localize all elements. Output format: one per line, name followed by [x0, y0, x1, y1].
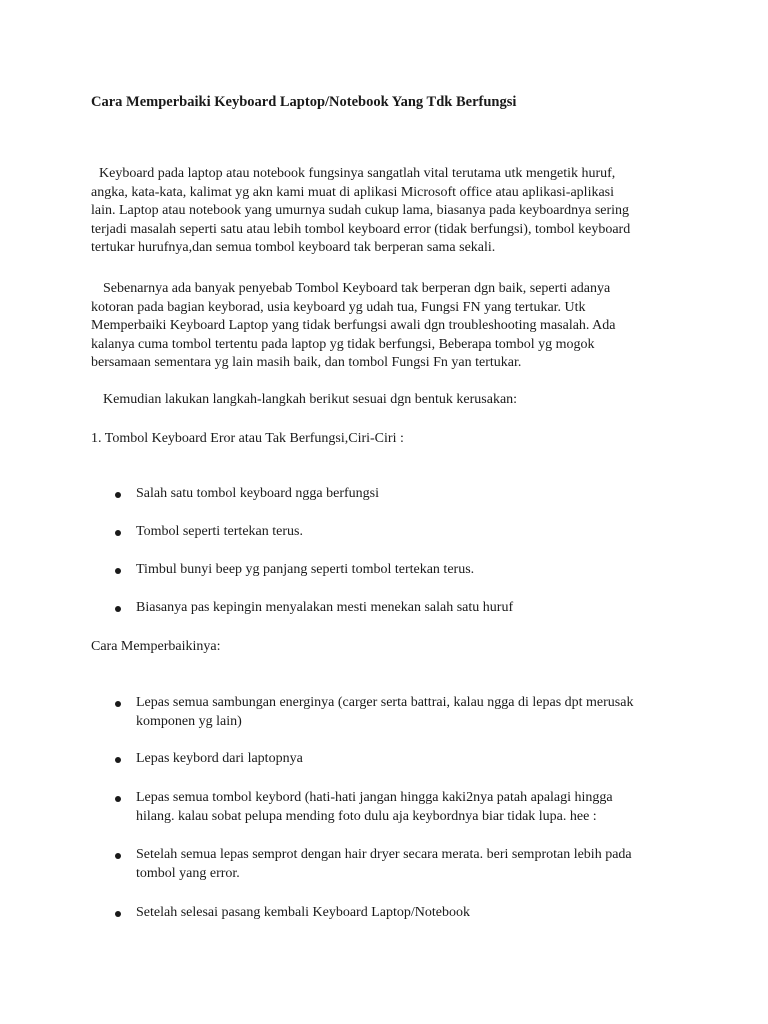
bullet-icon	[115, 568, 121, 574]
bullet-icon	[115, 853, 121, 859]
bullet-icon	[115, 530, 121, 536]
text-line: lain. Laptop atau notebook yang umurnya sudah cukup lama, biasanya pada keyboardnya sering	[91, 203, 630, 219]
list-item-text: Biasanya pas kepingin menyalakan mesti menekan salah satu huruf	[136, 600, 514, 615]
text-line: kalanya cuma tombol tertentu pada laptop yg tidak berfungsi, Beberapa tombol yg mogok	[91, 336, 595, 352]
document-title: Cara Memperbaiki Keyboard Laptop/Notebook Yang Tdk Berfungsi	[91, 94, 517, 110]
text-line: kotoran pada bagian keyborad, usia keyboard yg udah tua, Fungsi FN yang tertukar. Utk	[91, 299, 586, 315]
text-line: angka, kata-kata, kalimat yg akn kami muat di aplikasi Microsoft office atau aplikasi-aplikasi	[91, 184, 615, 200]
list-item-text: tombol yang error.	[136, 865, 240, 881]
list-item-text: Setelah selesai pasang kembali Keyboard Laptop/Notebook	[136, 905, 470, 920]
text-line: Memperbaiki Keyboard Laptop yang tidak berfungsi awali dgn troubleshooting masalah. Ada	[91, 318, 616, 334]
bullet-icon	[115, 701, 121, 707]
bullet-icon	[115, 492, 121, 498]
list-item-text: Setelah semua lepas semprot dengan hair dryer secara merata. beri semprotan lebih pada	[136, 847, 632, 862]
text-line: Keyboard pada laptop atau notebook fungsinya sangatlah vital terutama utk mengetik huruf,	[99, 166, 616, 181]
bullet-icon	[115, 606, 121, 612]
paragraph-intro	[91, 165, 699, 258]
text-line: terjadi masalah seperti satu atau lebih tombol keyboard error (tidak berfungsi), tombol keyboard	[91, 221, 631, 237]
list-item-text: Lepas keybord dari laptopnya	[136, 751, 303, 766]
section-heading-repair	[91, 638, 691, 657]
bullet-icon	[115, 757, 121, 763]
list-item-text: Tombol seperti tertekan terus.	[136, 524, 303, 539]
text-line: Kemudian lakukan langkah-langkah berikut sesuai dgn bentuk kerusakan:	[103, 392, 518, 407]
list-item-text: Timbul bunyi beep yg panjang seperti tombol tertekan terus.	[136, 562, 475, 577]
text-line: Cara Memperbaikinya:	[91, 639, 221, 654]
text-line: tertukar hurufnya,dan semua tombol keyboard tak berperan sama sekali.	[91, 240, 496, 256]
bullet-icon	[115, 911, 121, 917]
section-heading-symptoms	[91, 430, 691, 449]
text-line: 1. Tombol Keyboard Eror atau Tak Berfungsi,Ciri-Ciri :	[91, 431, 404, 446]
paragraph-causes	[91, 280, 703, 373]
text-line: bersamaan sementara yg lain masih baik, dan tombol Fungsi Fn yan tertukar.	[91, 355, 522, 371]
paragraph-next-steps	[91, 391, 703, 410]
list-item-text: Lepas semua sambungan energinya (carger serta battrai, kalau ngga di lepas dpt merusak	[136, 695, 634, 710]
list-item-text: Lepas semua tombol keybord (hati-hati jangan hingga kaki2nya patah apalagi hingga	[136, 790, 613, 805]
list-item-text: Salah satu tombol keyboard ngga berfungsi	[136, 486, 380, 501]
text-line: Sebenarnya ada banyak penyebab Tombol Keyboard tak berperan dgn baik, seperti adanya	[103, 281, 611, 296]
bullet-icon	[115, 796, 121, 802]
list-item-text: komponen yg lain)	[136, 713, 242, 729]
list-item-text: hilang. kalau sobat pelupa mending foto dulu aja keybordnya biar tidak lupa. hee :	[136, 808, 597, 824]
